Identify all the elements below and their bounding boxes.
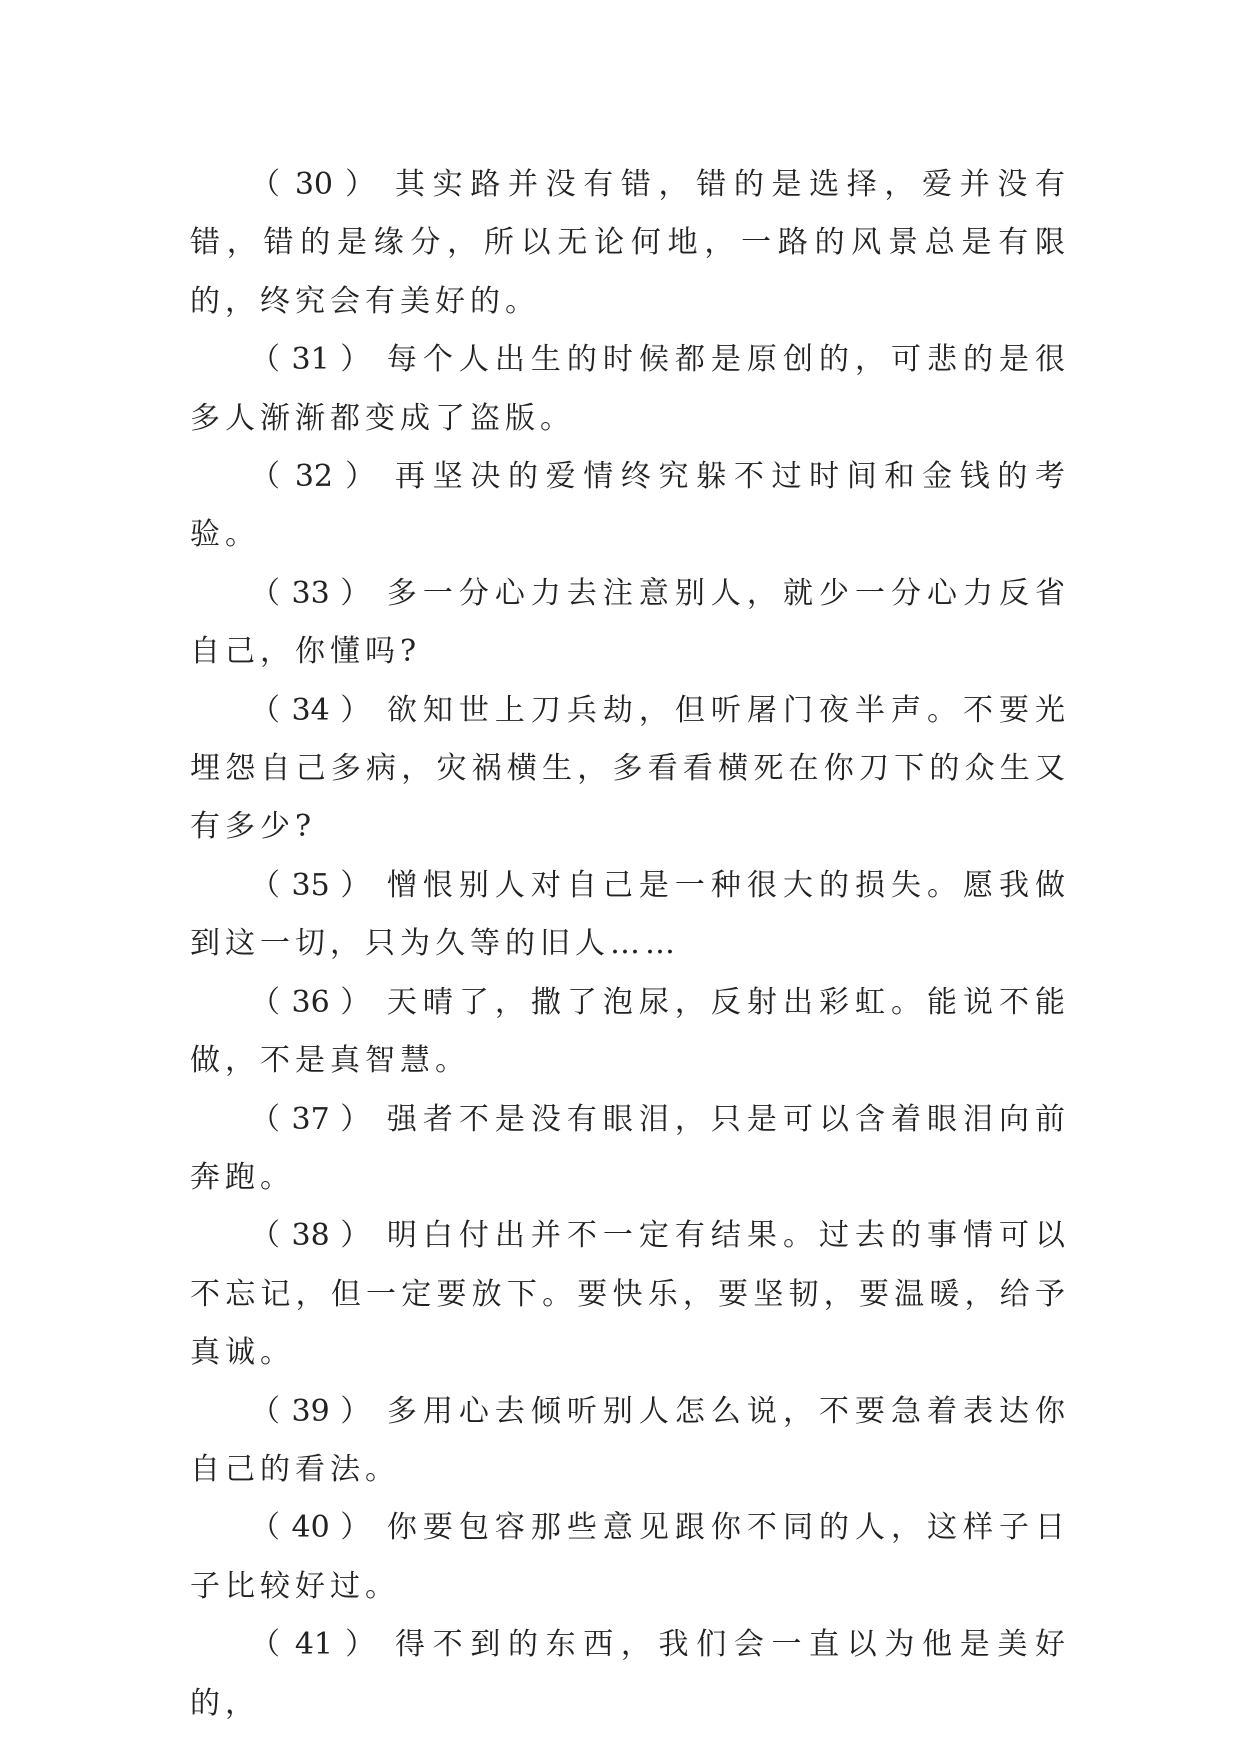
paragraph-31 [190,331,1070,448]
paragraph-39 [190,1383,1070,1500]
paragraph-38 [190,1207,1070,1382]
item-number: （ 33 ） [250,575,372,611]
item-number: （ 31 ） [250,342,372,378]
paragraph-text: 多用心去倾听别人怎么说，不要急着表达你自己的看法。 [190,1393,1071,1487]
paragraph-text: 欲知世上刀兵劫，但听屠门夜半声。不要光埋怨自己多病，灾祸横生，多看看横死在你刀下的众生又有多少? [190,692,1071,845]
item-number: （ 32 ） [250,459,378,495]
paragraph-30 [190,156,1070,331]
item-number: （ 40 ） [250,1510,372,1546]
item-number: （ 36 ） [250,984,372,1020]
paragraph-33 [190,565,1070,682]
paragraph-32 [190,448,1070,565]
paragraph-text: 强者不是没有眼泪，只是可以含着眼泪向前奔跑。 [190,1101,1071,1195]
paragraph-text: 憎恨别人对自己是一种很大的损失。愿我做到这一切，只为久等的旧人…… [190,867,1071,962]
item-number: （ 41 ） [250,1627,378,1663]
paragraph-36 [190,974,1070,1091]
paragraph-text: 再坚决的爱情终究躲不过时间和金钱的考验。 [190,459,1071,553]
document-body [190,156,1070,1733]
paragraph-text: 得不到的东西，我们会一直以为他是美好的， [190,1627,1071,1721]
paragraph-text: 天晴了，撒了泡尿，反射出彩虹。能说不能做，不是真智慧。 [190,984,1071,1079]
paragraph-37 [190,1091,1070,1208]
item-number: （ 39 ） [250,1393,372,1429]
paragraph-text: 你要包容那些意见跟你不同的人，这样子日子比较好过。 [190,1510,1071,1604]
paragraph-41 [190,1616,1070,1733]
paragraph-text: 每个人出生的时候都是原创的，可悲的是很多人渐渐都变成了盗版。 [190,342,1071,436]
paragraph-text: 其实路并没有错，错的是选择，爱并没有错，错的是缘分，所以无论何地，一路的风景总是有限的，终究会有美好的。 [190,167,1071,319]
item-number: （ 30 ） [250,167,378,202]
item-number: （ 37 ） [250,1101,372,1137]
paragraph-40 [190,1499,1070,1616]
paragraph-34 [190,682,1070,857]
item-number: （ 35 ） [250,867,372,903]
item-number: （ 34 ） [250,692,372,728]
item-number: （ 38 ） [250,1218,372,1254]
paragraph-text: 多一分心力去注意别人，就少一分心力反省自己，你懂吗? [190,575,1071,670]
paragraph-35 [190,857,1070,974]
paragraph-text: 明白付出并不一定有结果。过去的事情可以不忘记，但一定要放下。要快乐，要坚韧，要温暖，给予真诚。 [190,1218,1071,1371]
